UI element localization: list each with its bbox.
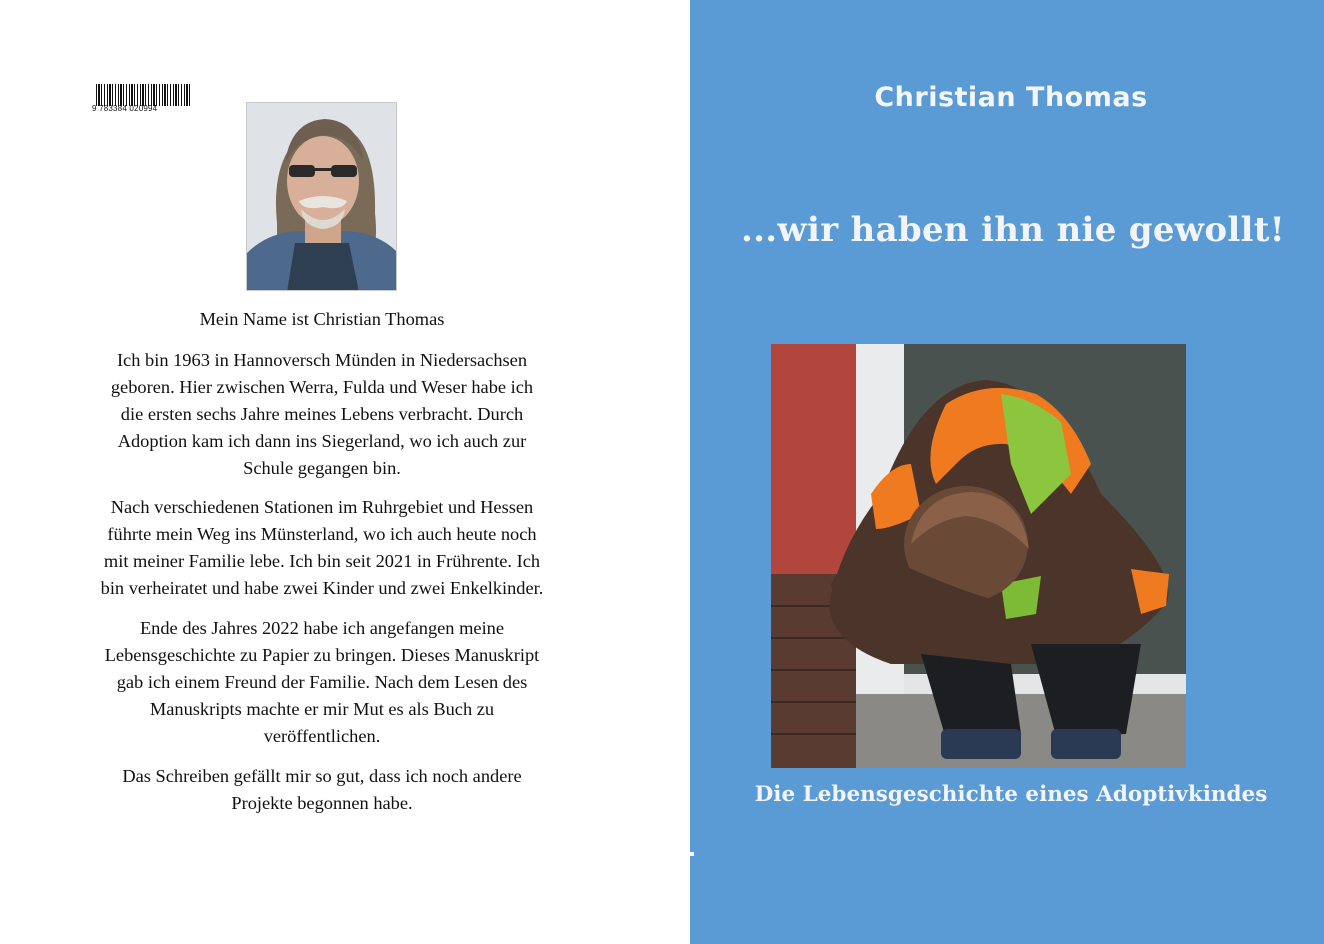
author-photo — [246, 102, 397, 291]
cover-title: ...wir haben ihn nie gewollt! — [741, 210, 1285, 250]
cover-photo — [771, 344, 1186, 768]
barcode-digits: 9 783384 020994 — [92, 104, 158, 113]
bio-paragraph: Das Schreiben gefällt mir so gut, dass ich noch andere Projekte begonnen habe. — [122, 765, 522, 813]
isbn-barcode — [92, 84, 192, 112]
front-cover — [690, 0, 1324, 944]
author-portrait-image — [247, 103, 397, 291]
cover-subtitle: Die Lebensgeschichte eines Adoptivkindes — [754, 782, 1268, 807]
cover-author-name: Christian Thomas — [874, 82, 1148, 113]
barcode-bars — [96, 84, 190, 106]
crouching-boy-image — [771, 344, 1186, 768]
trim-mark — [690, 852, 694, 856]
bio-paragraph: Nach verschiedenen Stationen im Ruhrgebiet und Hessen führte mein Weg ins Münsterland, wo ich auch heute noch mit meiner Familie lebe. Ich bin seit 2021 in Frührente. Ich bin verheiratet und habe zwei Kinder und zwei Enkelkinder. — [100, 497, 544, 599]
bio-paragraph: Ich bin 1963 in Hannoversch Münden in Niedersachsen geboren. Hier zwischen Werra, Fulda und Weser habe ich die ersten sechs Jahre meines Lebens verbracht. Durch Adoption kam ich dann ins Siegerland, wo ich auch zur Schule gegangen bin. — [110, 349, 534, 478]
bio-intro: Mein Name ist Christian Thomas — [199, 309, 445, 329]
author-biography — [100, 306, 544, 829]
bio-paragraph: Ende des Jahres 2022 habe ich angefangen meine Lebensgeschichte zu Papier zu bringen. Dieses Manuskript gab ich einem Freund der Familie. Nach dem Lesen des Manuskripts machte er mir Mut es als Buch zu veröffentlichen. — [104, 618, 540, 746]
